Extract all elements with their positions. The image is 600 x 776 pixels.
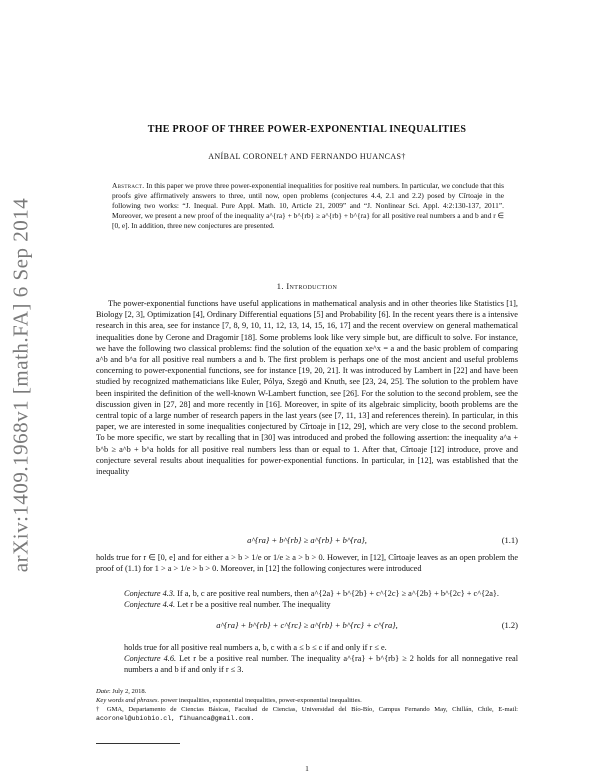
arxiv-stamp (2, 145, 40, 625)
equation-1-1-formula: a^{ra} + b^{rb} ≥ a^{rb} + b^{ra}, (247, 535, 367, 545)
footnote-rule (96, 743, 180, 744)
equation-1-2-formula: a^{ra} + b^{rb} + c^{rc} ≥ a^{rb} + b^{rc} + c^{ra}, (216, 620, 398, 630)
keywords-text: power inequalities, exponential inequalities, power-exponential inequalities. (160, 697, 362, 704)
conjecture-4-4 (124, 599, 518, 610)
conjecture-4-3-text: If a, b, c are positive real numbers, then a^{2a} + b^{2b} + c^{2c} ≥ a^{2b} + b^{2c} + c^{2a}. (177, 589, 499, 598)
footnote-affiliation (96, 706, 518, 723)
conjecture-4-4-text: Let r be a positive real number. The inequality (177, 600, 331, 609)
author-emails: acoronel@ubiobio.cl, fihuanca@gmail.com. (96, 714, 255, 722)
conjecture-4-3 (124, 588, 518, 599)
paper-authors: ANÍBAL CORONEL† AND FERNANDO HUANCAS† (208, 152, 406, 161)
conjecture-4-4-condition (124, 642, 518, 653)
equation-1-1 (96, 535, 518, 547)
arxiv-identifier: arXiv:1409.1968v1 [math.FA] 6 Sep 2014 (8, 197, 33, 573)
section-number: 1. (276, 282, 284, 291)
date-label: Date (96, 688, 109, 695)
footnote-keywords (96, 697, 518, 706)
date-value: : July 2, 2018. (108, 688, 147, 695)
affiliation-text: † GMA, Departamento de Ciencias Básicas, Facultad de Ciencias, Universidad del Bío-Bío, Campus Fernando May, Chillán, Chile, E-mail: (96, 706, 518, 713)
equation-1-2-number: (1.2) (501, 620, 518, 630)
after-equation-text (96, 552, 518, 574)
conjecture-4-6 (124, 653, 518, 675)
section-heading (96, 282, 518, 291)
keywords-label: Key words and phrases. (96, 697, 160, 704)
footnote-date (96, 688, 518, 697)
intro-body (96, 298, 518, 477)
conjecture-4-4-label: Conjecture 4.4. (124, 600, 176, 609)
abstract-label: Abstract. (112, 181, 145, 190)
section-name: Introduction (286, 282, 338, 291)
intro-paragraph: The power-exponential functions have useful applications in mathematical analysis and in other theories like Statistics [1], Biology [2, 3], Optimization [4], Ordinary Differential equations [5] and Probability [6]. In the recent years there is a intensive research in this area, see for instance [7, 8, 9, 10, 11, 12, 13, 14, 15, 16, 17] and the recent overview on general mathematical inequalities done by Cerone and Dragomir [18]. Some problems look like very simple but, are difficult to solve. For instance, we have the following two classical problems: find the solution of the equation xe^x = a and the basic problem of comparing a^b and b^a for all positive real numbers a and b. The first problem is perhaps one of the most ancient and useful problems concerning to power-exponential functions, see for instance [19, 20, 21]. It was introduced by Lambert in [22] and have been studied by recognized mathematicians like Euler, Pólya, Szegö and Knuth, see [23, 24, 25]. The solution to the problem have been inspirited the definition of the well-known W-Lambert function, see [26]. For the solution to the second problem, see the discussion given in [27, 28] and more recently in [16]. Moreover, in spite of its algebraic simplicity, booth problems are the central topic of a large number of research papers in the last years (see [7, 11, 13] and references therein). In particular, in this paper, we are interested in some inequalities conjectured by Cîrtoaje in [12, 29], which are very close to the second problem. To be more specific, we start by recalling that in [30] was introduced and probed the following assertion: the inequality a^a + b^b ≥ a^b + b^a holds for all positive real numbers less than or equal to 1. After that, Cîrtoaje [12] introduce, prove and conjecture several results about inequalities for power-exponential functions. In particular, in [12], was established that the inequality (96, 299, 518, 477)
abstract-text: In this paper we prove three power-exponential inequalities for positive real numbers. In particular, we conclude that this proofs give affirmatively answers to three, until now, open problems (conjectures 4.4, 2.1 and 2.2) posed by Cîrtoaje in the following two works: “J. Inequal. Pure Appl. Math. 10, Article 21, 2009” and “J. Nonlinear Sci. Appl. 4:2:130-137, 2011”. Moreover, we present a new proof of the inequality a^{ra} + b^{rb} ≥ a^{rb} + b^{ra} for all positive real numbers a and b and r ∈ [0, e]. In addition, three new conjectures are presented. (112, 181, 504, 231)
after-equation-paragraph: holds true for r ∈ [0, e] and for either a > b > 1/e or 1/e ≥ a > b > 0. However, in [12], Cîrtoaje leaves as an open problem the proof of (1.1) for 1 > a > 1/e > b > 0. Moreover, in [12] the following conjectures were introduced (96, 553, 518, 574)
paper-title: THE PROOF OF THREE POWER-EXPONENTIAL INEQUALITIES (147, 124, 467, 135)
conjecture-4-4-after: holds true for all positive real numbers a, b, c with a ≤ b ≤ c if and only if r ≤ e. (124, 643, 387, 652)
conjecture-4-3-label: Conjecture 4.3. (124, 589, 176, 598)
page-number: 1 (305, 764, 309, 773)
conjecture-4-6-text: Let r be a positive real number. The inequality a^{ra} + b^{rb} ≥ 2 holds for all nonnegative real numbers a and b if and only if r ≤ 3. (124, 654, 518, 675)
abstract (112, 181, 504, 231)
conjecture-4-6-label: Conjecture 4.6. (124, 654, 177, 663)
equation-1-2 (96, 620, 518, 632)
equation-1-1-number: (1.1) (501, 535, 518, 545)
